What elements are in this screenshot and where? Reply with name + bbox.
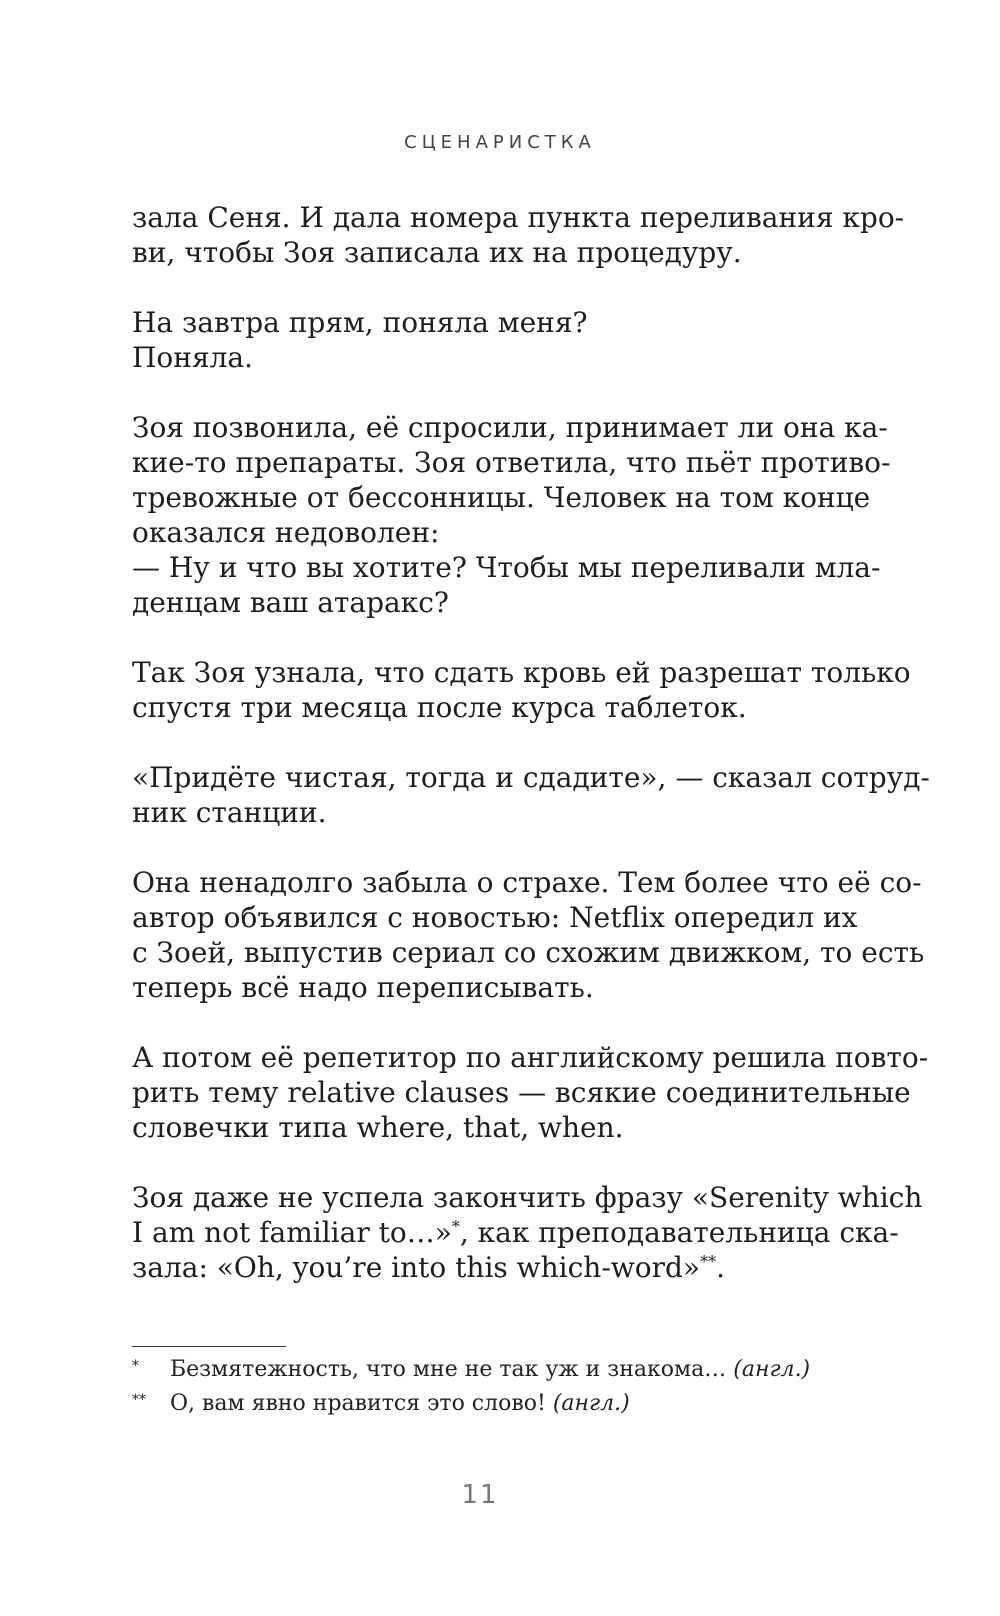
- text-line: Поняла.: [132, 341, 253, 374]
- footnote-divider: [132, 1346, 286, 1347]
- text-line: На завтра прям, поняла меня?: [132, 306, 588, 339]
- text-line: автор объявился с новостью: Netflix опередил их: [132, 901, 858, 934]
- text-line: теперь всё надо переписывать.: [132, 971, 594, 1004]
- text-line: Зоя позвонила, её спросили, принимает ли она ка-: [132, 411, 888, 444]
- main-text: [132, 200, 930, 1285]
- footnote-body: О, вам явно нравится это слово!: [170, 1391, 553, 1416]
- text-line: А потом её репетитор по английскому решила повто-: [132, 1041, 929, 1074]
- text-line: оказался недоволен:: [132, 516, 440, 549]
- text-line: рить тему relative clauses — всякие соединительные: [132, 1076, 911, 1109]
- text-line: «Придёте чистая, тогда и сдадите», — сказал сотруд-: [132, 761, 930, 794]
- footnote-text: [170, 1388, 630, 1419]
- text-segment: , как преподавательница ска-: [459, 1216, 899, 1249]
- text-line: — Ну и что вы хотите? Чтобы мы переливали мла-: [132, 551, 881, 584]
- text-segment: зала: «Oh, you’re into this which-word»: [132, 1251, 701, 1284]
- text-line: спустя три месяца после курса таблеток.: [132, 691, 747, 724]
- text-line: Она ненадолго забыла о страхе. Тем более что её со-: [132, 866, 922, 899]
- text-line: словечки типа where, that, when.: [132, 1111, 624, 1144]
- footnote-text: [170, 1354, 810, 1385]
- text-line: Так Зоя узнала, что сдать кровь ей разрешат только: [132, 656, 911, 689]
- footnote-ref: **: [700, 1252, 717, 1271]
- text-segment: I am not familiar to…»: [132, 1216, 452, 1249]
- text-line: ник станции.: [132, 796, 327, 829]
- page-number: 11: [461, 1480, 499, 1510]
- footnote-lang: (англ.): [552, 1391, 630, 1416]
- footnote-item: [132, 1388, 852, 1422]
- text-line: зала Сеня. И дала номера пункта переливания кро-: [132, 201, 905, 234]
- text-line: с Зоей, выпустив сериал со схожим движком, то есть: [132, 936, 925, 969]
- text-line: [132, 1250, 832, 1285]
- text-line: ви, чтобы Зоя записала их на процедуру.: [132, 236, 742, 269]
- footnote-lang: (англ.): [733, 1357, 811, 1382]
- text-line: тревожные от бессонницы. Человек на том конце: [132, 481, 871, 514]
- running-title: СЦЕНАРИСТКА: [404, 132, 596, 153]
- footnote-item: [132, 1354, 852, 1388]
- footnote-mark: **: [132, 1392, 146, 1408]
- footnote-body: Безмятежность, что мне не так уж и знакома…: [170, 1357, 734, 1382]
- text-line: кие-то препараты. Зоя ответила, что пьёт противо-: [132, 446, 891, 479]
- text-line: Зоя даже не успела закончить фразу «Serenity which: [132, 1181, 923, 1214]
- footnote-mark: *: [132, 1358, 139, 1374]
- text-line: [132, 1215, 899, 1250]
- text-segment: .: [716, 1251, 725, 1284]
- footnote-ref: *: [451, 1217, 460, 1236]
- text-line: денцам ваш атаракс?: [132, 586, 449, 619]
- footnotes: [132, 1354, 852, 1422]
